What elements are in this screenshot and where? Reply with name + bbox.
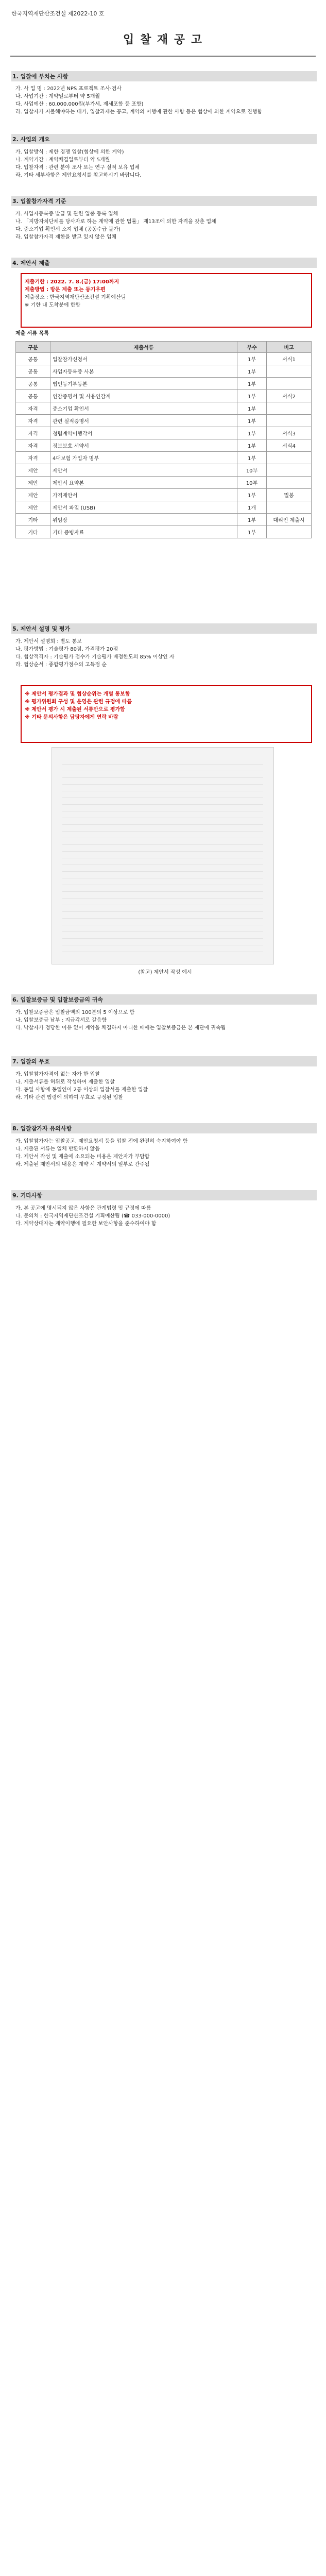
section-8-body <box>15 1138 315 1168</box>
cell-category: 자격 <box>16 402 50 415</box>
table-subtitle: 제출 서류 목록 <box>15 331 49 336</box>
figure-caption: (참고) 제안서 작성 예시 <box>138 970 192 975</box>
cell-document: 중소기업 확인서 <box>50 402 237 415</box>
cell-document: 가격제안서 <box>50 489 237 501</box>
cell-note <box>267 378 312 390</box>
th-note: 비고 <box>267 342 312 353</box>
notice-line: 제출장소 : 한국지역재단산조건설 기획예산팀 <box>25 295 126 300</box>
figure-placeholder <box>62 758 263 954</box>
s8-item: 나. 제출된 서류는 일체 반환하지 않음 <box>15 1146 100 1152</box>
section-6-body <box>15 1009 315 1032</box>
cell-document: 제안서 <box>50 464 237 477</box>
table-row <box>16 439 312 452</box>
section-heading-3: 3. 입찰참가자격 기준 <box>11 196 317 206</box>
section-3-body <box>15 210 315 241</box>
s8-item: 가. 입찰참가자는 입찰공고, 제안요청서 등을 입찰 전에 완전히 숙지하여야 함 <box>15 1139 188 1144</box>
s6-item: 가. 입찰보증금은 입찰금액의 100분의 5 이상으로 함 <box>15 1010 135 1015</box>
cell-document: 제안서 요약본 <box>50 477 237 489</box>
section-heading-9: 9. 기타사항 <box>11 1190 317 1200</box>
cell-category: 자격 <box>16 439 50 452</box>
section-7-body <box>15 1071 315 1101</box>
th-count: 부수 <box>237 342 267 353</box>
table-row <box>16 402 312 415</box>
s9-item: 나. 문의처 : 한국지역재단산조건설 기획예산팀 (☎ 033-000-0000) <box>15 1213 170 1219</box>
cell-count: 1부 <box>237 526 267 538</box>
s9-item: 다. 계약상대자는 계약이행에 필요한 보안사항을 준수하여야 함 <box>15 1221 157 1227</box>
notice-line: ※ 제안서 평가결과 및 협상순위는 개별 통보함 <box>25 691 130 697</box>
table-row <box>16 353 312 365</box>
section-5-body <box>15 638 315 669</box>
notice-line: ※ 제안서 평가 시 제출된 서류만으로 평가함 <box>25 707 125 713</box>
s7-item: 다. 동일 사항에 동일인이 2통 이상의 입찰서를 제출한 입찰 <box>15 1087 148 1093</box>
section-heading-8: 8. 입찰참가자 유의사항 <box>11 1123 317 1133</box>
page-title: 입 찰 재 공 고 <box>123 33 203 46</box>
s5-item: 라. 협상순서 : 종합평가점수의 고득점 순 <box>15 662 107 668</box>
cell-note: 대리인 제출시 <box>267 514 312 526</box>
s3-item: 나. 「지방자치단체를 당사자로 하는 계약에 관한 법률」 제13조에 의한 자격을 갖춘 업체 <box>15 219 216 225</box>
table-row <box>16 452 312 464</box>
s5-item: 가. 제안서 설명회 : 별도 통보 <box>15 639 82 645</box>
section-heading-5: 5. 제안서 설명 및 평가 <box>11 623 317 634</box>
s3-item: 다. 중소기업 확인서 소지 업체 (공동수급 불가) <box>15 227 121 232</box>
th-category: 구분 <box>16 342 50 353</box>
cell-note <box>267 501 312 514</box>
table-row <box>16 501 312 514</box>
s1-item: 가. 사 업 명 : 2022년 NPS 프로젝트 조사·검사 <box>15 86 122 92</box>
table-row <box>16 390 312 402</box>
cell-document: 사업자등록증 사본 <box>50 365 237 378</box>
section-2-body <box>15 148 315 179</box>
cell-document: 인감증명서 및 사용인감계 <box>50 390 237 402</box>
cell-document: 제안서 파일 (USB) <box>50 501 237 514</box>
cell-category: 공통 <box>16 390 50 402</box>
section-heading-7: 7. 입찰의 무효 <box>11 1056 317 1066</box>
cell-note: 서식2 <box>267 390 312 402</box>
section-1-body <box>15 85 315 116</box>
evaluation-notice-box <box>21 685 312 743</box>
cell-count: 1부 <box>237 365 267 378</box>
cell-count: 1부 <box>237 353 267 365</box>
cell-category: 자격 <box>16 415 50 427</box>
table-row <box>16 378 312 390</box>
reference-figure <box>52 747 274 964</box>
notice-line: 제출기한 : 2022. 7. 8.(금) 17:00까지 <box>25 279 119 285</box>
s1-item: 라. 입찰자가 지불해야하는 대가, 입찰과제는 공고, 계약의 이행에 관한 사항 등은 협상에 의한 계약으로 진행함 <box>15 109 263 115</box>
cell-category: 공통 <box>16 365 50 378</box>
cell-document: 입찰참가신청서 <box>50 353 237 365</box>
cell-document: 4대보험 가입자 명부 <box>50 452 237 464</box>
cell-count: 1부 <box>237 402 267 415</box>
cell-category: 제안 <box>16 477 50 489</box>
cell-count: 1부 <box>237 390 267 402</box>
cell-document: 정보보호 서약서 <box>50 439 237 452</box>
cell-count: 1부 <box>237 489 267 501</box>
cell-document: 청렴계약이행각서 <box>50 427 237 439</box>
s7-item: 라. 기타 관련 법령에 의하여 무효로 규정된 입찰 <box>15 1095 123 1100</box>
cell-category: 공통 <box>16 378 50 390</box>
s2-item: 다. 입찰자격 : 관련 분야 조사 또는 연구 실적 보유 업체 <box>15 165 140 171</box>
s8-item: 다. 제안서 작성 및 제출에 소요되는 비용은 제안자가 부담함 <box>15 1154 150 1160</box>
notice-line: 제출방법 : 방문 제출 또는 등기우편 <box>25 287 106 293</box>
cell-category: 제안 <box>16 489 50 501</box>
table-row <box>16 365 312 378</box>
cell-document: 기타 증빙자료 <box>50 526 237 538</box>
notice-line: ※ 평가위원회 구성 및 운영은 관련 규정에 따름 <box>25 699 132 705</box>
cell-note <box>267 464 312 477</box>
document-number: 한국지역재단산조건설 제2022-10 호 <box>11 10 105 17</box>
document-table <box>15 341 312 538</box>
section-heading-6: 6. 입찰보증금 및 입찰보증금의 귀속 <box>11 994 317 1005</box>
section-heading-4: 4. 제안서 제출 <box>11 258 317 268</box>
table-row <box>16 477 312 489</box>
s1-item: 다. 사업예산 : 60,000,000원(부가세, 제세포함 등 포함) <box>15 101 144 107</box>
cell-category: 제안 <box>16 464 50 477</box>
th-document: 제출서류 <box>50 342 237 353</box>
cell-category: 자격 <box>16 452 50 464</box>
cell-category: 기타 <box>16 526 50 538</box>
table-row <box>16 526 312 538</box>
s1-item: 나. 사업기간 : 계약일로부터 약 5개월 <box>15 94 100 99</box>
s5-item: 다. 협상적격자 : 기술평가 점수가 기술평가 배점한도의 85% 이상인 자 <box>15 654 175 660</box>
cell-count: 1부 <box>237 415 267 427</box>
s2-item: 나. 계약기간 : 계약체결일로부터 약 5개월 <box>15 157 110 163</box>
title-divider <box>10 56 316 57</box>
cell-category: 기타 <box>16 514 50 526</box>
section-heading-1: 1. 입찰에 부치는 사항 <box>11 71 317 81</box>
s2-item: 가. 입찰방식 : 제한 경쟁 입찰(협상에 의한 계약) <box>15 149 124 155</box>
cell-document: 위임장 <box>50 514 237 526</box>
table-row <box>16 464 312 477</box>
table-row <box>16 427 312 439</box>
table-row <box>16 489 312 501</box>
s3-item: 라. 입찰참가자격 제한을 받고 있지 않은 업체 <box>15 234 117 240</box>
notice-box <box>21 273 312 328</box>
cell-count: 1부 <box>237 378 267 390</box>
cell-count: 1부 <box>237 439 267 452</box>
cell-note: 밀봉 <box>267 489 312 501</box>
s7-item: 가. 입찰참가자격이 없는 자가 한 입찰 <box>15 1072 100 1077</box>
notice-line: ※ 기한 내 도착분에 한함 <box>25 302 81 308</box>
cell-note <box>267 477 312 489</box>
s3-item: 가. 사업자등록증 발급 및 관련 업종 등록 업체 <box>15 211 118 217</box>
s6-item: 나. 입찰보증금 납부 : 지급각서로 갈음함 <box>15 1018 107 1023</box>
cell-count: 1부 <box>237 514 267 526</box>
cell-note <box>267 402 312 415</box>
table-row <box>16 415 312 427</box>
section-heading-2: 2. 사업의 개요 <box>11 134 317 144</box>
table-row <box>16 514 312 526</box>
s8-item: 라. 제출된 제안서의 내용은 계약 시 계약서의 일부로 간주됨 <box>15 1162 150 1167</box>
cell-count: 1개 <box>237 501 267 514</box>
cell-note: 서식4 <box>267 439 312 452</box>
cell-count: 10부 <box>237 477 267 489</box>
cell-category: 제안 <box>16 501 50 514</box>
cell-note <box>267 415 312 427</box>
cell-category: 자격 <box>16 427 50 439</box>
cell-note <box>267 526 312 538</box>
s2-item: 라. 기타 세부사항은 제안요청서를 참고하시기 바랍니다. <box>15 173 142 178</box>
cell-note <box>267 452 312 464</box>
cell-category: 공통 <box>16 353 50 365</box>
cell-count: 10부 <box>237 464 267 477</box>
s9-item: 가. 본 공고에 명시되지 않은 사항은 관계법령 및 규정에 따름 <box>15 1206 151 1211</box>
cell-note: 서식1 <box>267 353 312 365</box>
cell-note: 서식3 <box>267 427 312 439</box>
cell-count: 1부 <box>237 427 267 439</box>
s5-item: 나. 평가방법 : 기술평가 80점, 가격평가 20점 <box>15 647 118 652</box>
cell-document: 관련 실적증명서 <box>50 415 237 427</box>
s7-item: 나. 제출서류를 허위로 작성하여 제출한 입찰 <box>15 1079 115 1085</box>
cell-note <box>267 365 312 378</box>
section-9-body <box>15 1205 315 1228</box>
notice-line: ※ 기타 문의사항은 담당자에게 연락 바람 <box>25 715 118 720</box>
cell-document: 법인등기부등본 <box>50 378 237 390</box>
cell-count: 1부 <box>237 452 267 464</box>
s6-item: 다. 낙찰자가 정당한 이유 없이 계약을 체결하지 아니한 때에는 입찰보증금은 본 재단에 귀속됨 <box>15 1025 226 1031</box>
